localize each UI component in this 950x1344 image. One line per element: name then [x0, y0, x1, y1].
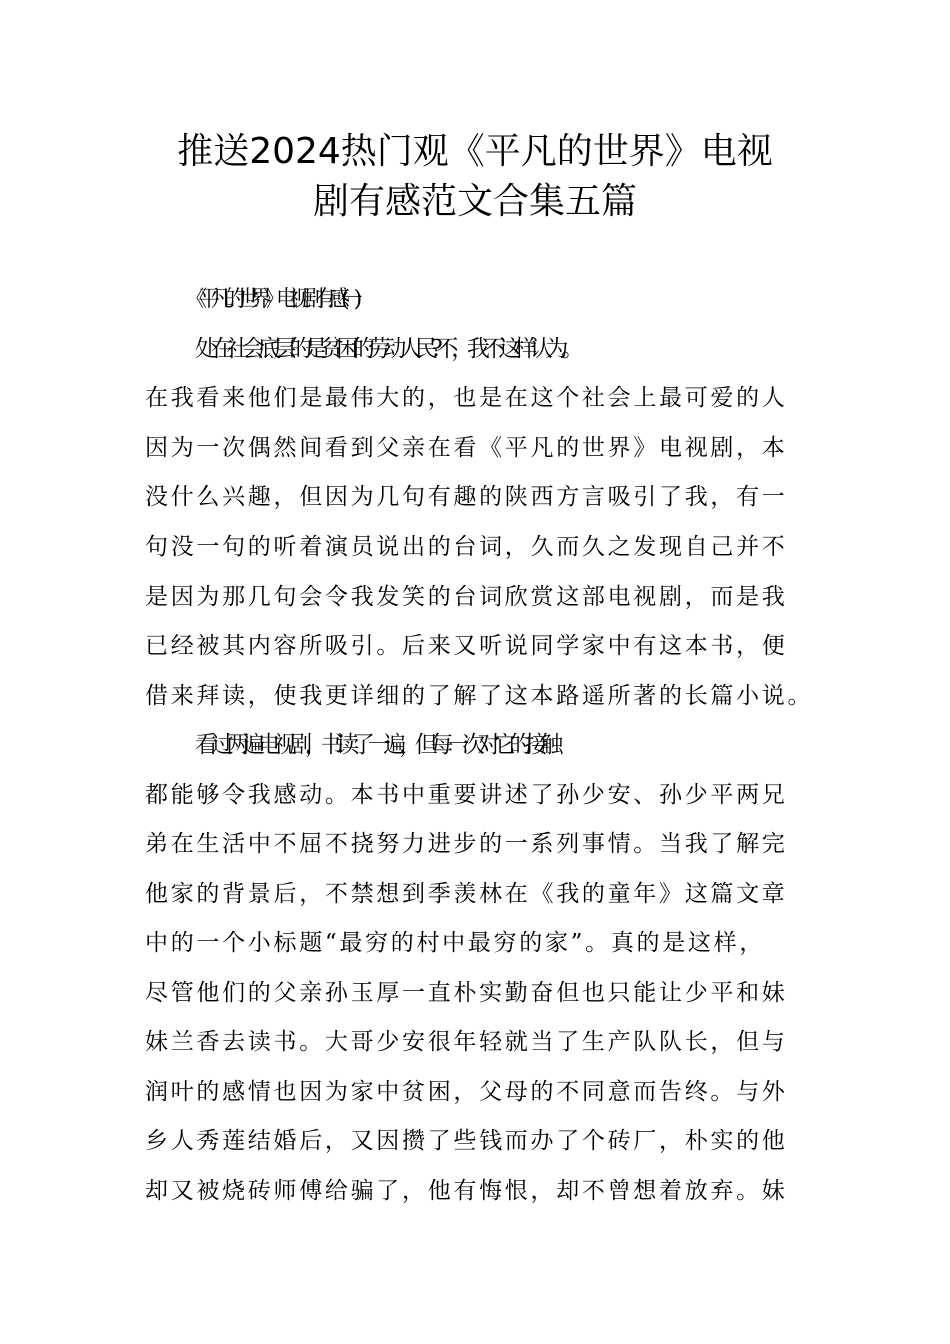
paragraph-line: 尽管他们的父亲孙玉厚一直朴实勤奋但也只能让少平和妹	[145, 980, 788, 1006]
paragraph-line: 在我看来他们是最伟大的，也是在这个社会上最可爱的人	[145, 385, 788, 411]
paragraph-line: 他家的背景后，不禁想到季羡林在《我的童年》这篇文章	[145, 881, 788, 907]
paragraph-line: 都能够令我感动。本书中重要讲述了孙少安、孙少平两兄	[145, 782, 788, 808]
document-title-line-1: 推送2024热门观《平凡的世界》电视	[177, 131, 773, 172]
paragraph-line: 处在社会底层的是贫困的劳动人民?不，我不这样认为。	[195, 336, 577, 362]
paragraph-line: 句没一句的听着演员说出的台词，久而久之发现自己并不	[145, 534, 788, 560]
paragraph-line: 因为一次偶然间看到父亲在看《平凡的世界》电视剧，本	[145, 435, 788, 461]
section-subheading: 《平凡的世界》电视剧有感(一)	[185, 287, 354, 312]
paragraph-line: 已经被其内容所吸引。后来又听说同学家中有这本书，便	[145, 633, 788, 659]
paragraph-line: 却又被烧砖师傅给骗了，他有悔恨，却不曾想着放弃。妹	[145, 1178, 788, 1204]
paragraph-line: 妹兰香去读书。大哥少安很年轻就当了生产队队长，但与	[145, 1029, 788, 1055]
paragraph-line: 润叶的感情也因为家中贫困，父母的不同意而告终。与外	[145, 1079, 788, 1105]
paragraph-line: 中的一个小标题“最穷的村中最穷的家”。真的是这样，	[145, 930, 766, 956]
paragraph-line: 弟在生活中不屈不挠努力进步的一系列事情。当我了解完	[145, 831, 788, 857]
paragraph-line: 是因为那几句会令我发笑的台词欣赏这部电视剧，而是我	[145, 584, 788, 610]
paragraph-line: 没什么兴趣，但因为几句有趣的陕西方言吸引了我，有一	[145, 484, 788, 510]
paragraph-line: 看过两遍电视剧，书读了一遍，但每一次对它的接触	[195, 732, 557, 758]
paragraph-line: 借来拜读，使我更详细的了解了这本路遥所著的长篇小说。	[145, 683, 814, 709]
paragraph-line: 乡人秀莲结婚后，又因攒了些钱而办了个砖厂，朴实的他	[145, 1128, 788, 1154]
document-title-line-2: 剧有感范文合集五篇	[312, 181, 637, 222]
